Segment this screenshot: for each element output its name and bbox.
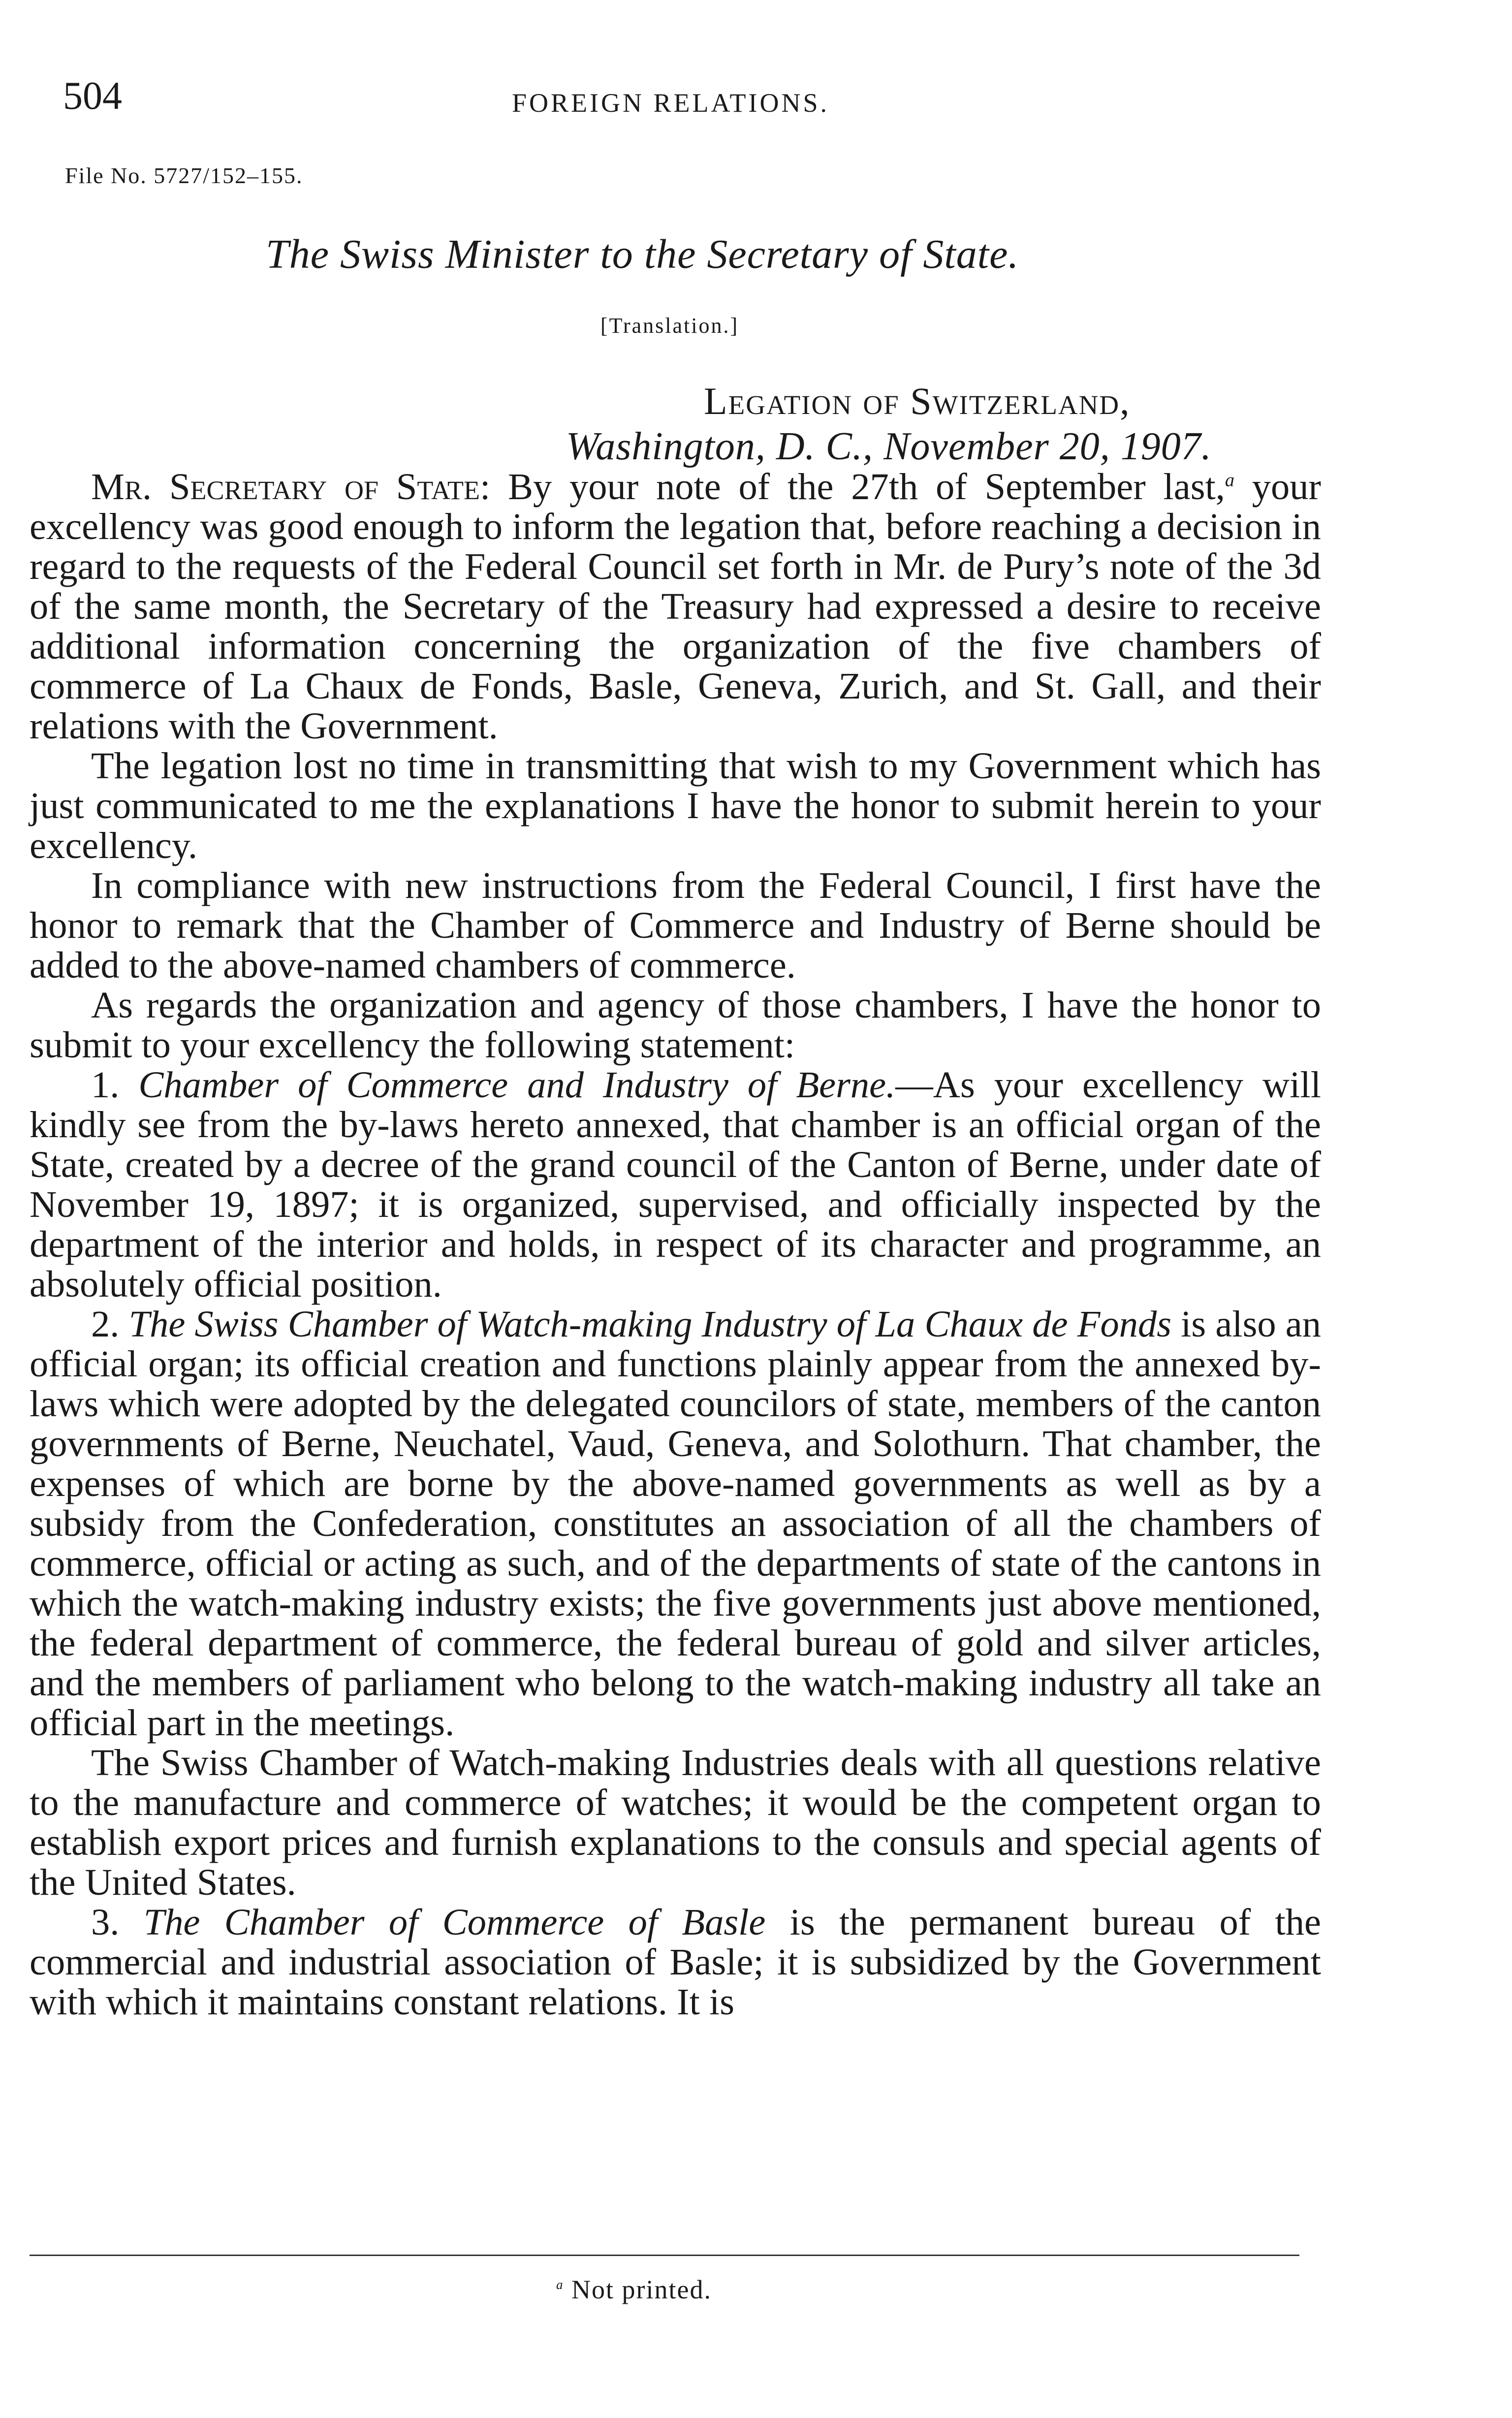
item-2-title: The Swiss Chamber of Watch-making Industry of La Chaux de Fonds bbox=[128, 1303, 1171, 1345]
paragraph-1-text-a: By your note of the 27th of September last, bbox=[490, 466, 1225, 508]
item-2-number: 2. bbox=[91, 1303, 129, 1345]
paragraph-6 bbox=[30, 1304, 1321, 1743]
paragraph-8 bbox=[30, 1902, 1321, 2022]
paragraph-2: The legation lost no time in transmitting that wish to my Government which has just communicated to me the explanations I have the honor to submit herein to your excellency. bbox=[30, 745, 1321, 866]
footnote bbox=[556, 2274, 712, 2305]
footnote-reference: a bbox=[1225, 470, 1234, 491]
item-3-text: is the permanent bureau of the commercial and industrial association of Basle; it is subsidized by the Government with which it maintains constant relations. It is bbox=[30, 1901, 1321, 2023]
letter-body bbox=[30, 467, 1321, 2022]
item-3-title: The Chamber of Commerce of Basle bbox=[143, 1901, 766, 1943]
paragraph-4: As regards the organization and agency of those chambers, I have the honor to submit to your excellency the following statement: bbox=[30, 984, 1321, 1066]
document-title: The Swiss Minister to the Secretary of State. bbox=[266, 231, 1019, 277]
item-1-number: 1. bbox=[91, 1064, 139, 1106]
footnote-marker: a bbox=[556, 2277, 564, 2292]
footnote-text: Not printed. bbox=[571, 2275, 712, 2304]
legation-line: Legation of Switzerland, bbox=[704, 380, 1131, 422]
salutation: Mr. Secretary of State: bbox=[91, 466, 491, 508]
file-number: File No. 5727/152–155. bbox=[65, 163, 303, 188]
paragraph-1-text-b: your excellency was good enough to inform the legation that, before reaching a decision in regard to the requests of the Federal Council set forth in Mr. de Pury’s note of the 3d of the same month, the Secretary of the Treasury had expressed a desire to receive additional information concerning the organization of the five chambers of commerce of La Chaux de Fonds, Basle, Geneva, Zurich, and St. Gall, and their relations with the Government. bbox=[30, 466, 1321, 747]
paragraph-7: The Swiss Chamber of Watch-making Industries deals with all questions relative to the manufacture and commerce of watches; it would be the competent organ to establish export prices and furnish explanations to the consuls and special agents of the United States. bbox=[30, 1742, 1321, 1903]
translation-note: [Translation.] bbox=[600, 314, 739, 338]
item-1-text: —As your excellency will kindly see from the by-laws hereto annexed, that chamber is an official organ of the State, created by a decree of the grand council of the Canton of Berne, under date of November 19, 1897; it is organized, supervised, and officially inspected by the department of the interior and holds, in respect of its character and programme, an absolutely official position. bbox=[30, 1064, 1322, 1305]
item-1-title: Chamber of Commerce and Industry of Berne. bbox=[138, 1064, 896, 1106]
paragraph-5 bbox=[30, 1065, 1321, 1304]
place-date-line: Washington, D. C., November 20, 1907. bbox=[566, 425, 1212, 468]
footnote-divider bbox=[30, 2255, 1299, 2256]
paragraph-3: In compliance with new instructions from the Federal Council, I first have the honor to remark that the Chamber of Commerce and Industry of Berne should be added to the above-named chambers of commerce. bbox=[30, 864, 1321, 986]
item-3-number: 3. bbox=[91, 1901, 144, 1943]
item-2-text: is also an official organ; its official creation and functions plainly appear from the annexed by-laws which were adopted by the delegated councilors of state, members of the canton governments of Berne, Neuchatel, Vaud, Geneva, and Solothurn. That chamber, the expenses of which are borne by the above-named governments as well as by a subsidy from the Confederation, constitutes an association of all the chambers of commerce, official or acting as such, and of the departments of state of the cantons in which the watch-making industry exists; the five governments just above mentioned, the federal department of commerce, the federal bureau of gold and silver articles, and the members of parliament who belong to the watch-making industry all take an official part in the meetings. bbox=[30, 1303, 1322, 1744]
page-number: 504 bbox=[63, 74, 122, 118]
running-head: FOREIGN RELATIONS. bbox=[512, 88, 830, 118]
paragraph-1 bbox=[30, 467, 1321, 746]
